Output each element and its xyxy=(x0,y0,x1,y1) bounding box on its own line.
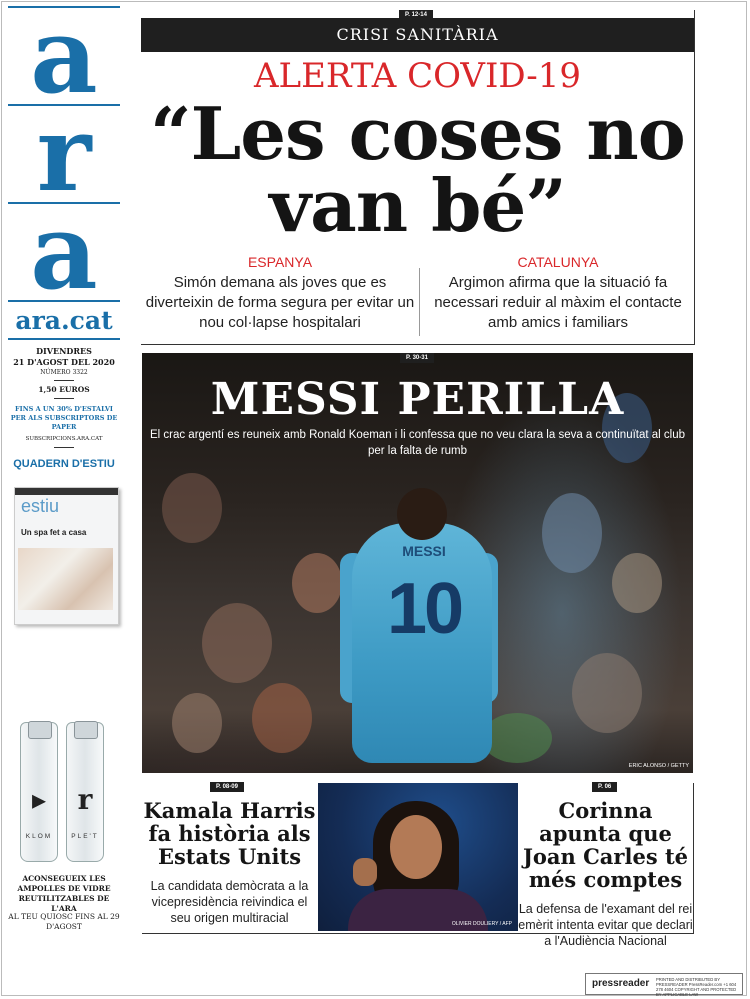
logo-letter-a[interactable]: a xyxy=(30,8,98,104)
site-url[interactable]: ara.cat xyxy=(15,306,113,335)
lead-column-catalonia[interactable] xyxy=(423,253,693,333)
bottle-mark-2: r xyxy=(77,783,93,816)
masthead-rail xyxy=(8,6,120,471)
story-body: La defensa de l'examant del rei emèrit intenta evitar que declari a l'Audiència Nacional xyxy=(518,902,693,948)
pressreader-fine-print: PRINTED AND DISTRIBUTED BY PRESSREADER PressReader.com +1 604 278 4604 COPYRIGHT AND PROTECTED BY APPLICABLE LAW xyxy=(656,977,737,997)
supplement-cover[interactable] xyxy=(14,487,119,625)
story-headline: Corinna apunta que Joan Carles té més comptes xyxy=(522,798,689,892)
bottle-promo-text: ACONSEGUEIX LES AMPOLLES DE VIDRE REUTILITZABLES DE L'ARA xyxy=(17,874,111,913)
lead-headline[interactable]: “Les coses no van bé” xyxy=(150,91,685,248)
pressreader-badge[interactable] xyxy=(585,973,743,995)
bottle-promo-image[interactable] xyxy=(20,722,106,862)
shirt-name: MESSI xyxy=(402,543,446,559)
harris-photo[interactable] xyxy=(318,783,518,931)
lead-kicker: CRISI SANITÀRIA xyxy=(141,18,694,52)
supplement-tag: Un spa fet a casa xyxy=(21,528,87,537)
story-harris[interactable] xyxy=(142,783,317,926)
supplement-label[interactable]: QUADERN D'ESTIU xyxy=(13,458,115,470)
column-label: ESPANYA xyxy=(247,254,313,270)
supplement-photo xyxy=(18,548,113,610)
logo-letter-r[interactable]: r xyxy=(36,106,92,202)
bottom-stories xyxy=(142,783,694,948)
story-page-ref: P. 06 xyxy=(592,782,617,792)
lead-column-spain[interactable] xyxy=(145,253,415,333)
messi-story[interactable] xyxy=(142,353,693,773)
shirt-number: 10 xyxy=(386,569,462,649)
story-headline: Kamala Harris fa història als Estats Units xyxy=(143,798,316,869)
column-divider xyxy=(419,268,420,336)
pressreader-logo: pressreader xyxy=(592,978,650,989)
story-page-ref: P. 08-09 xyxy=(210,782,244,792)
column-label: CATALUNYA xyxy=(517,254,599,270)
bottle-label-2: PLE'T xyxy=(71,833,99,840)
logo-letter-a2[interactable]: a xyxy=(30,204,98,300)
photo-credit: OLIVIER DOULIERY / AFP xyxy=(451,921,512,927)
bottle-label-1: KLOM xyxy=(25,833,53,840)
story-corinna[interactable] xyxy=(518,783,693,949)
lead-page-ref: P. 12-14 xyxy=(399,10,433,20)
issue-number: NÚMERO 3322 xyxy=(40,369,88,376)
column-text: Argimon afirma que la situació fa necessari reduir al màxim el contacte amb amics i familiars xyxy=(434,274,682,331)
subscription-promo: FINS A UN 30% D'ESTALVI PER ALS SUBSCRIPTORS DE PAPER xyxy=(10,405,118,431)
lead-story[interactable] xyxy=(141,10,695,345)
issue-date: DIVENDRES 21 D'AGOST DEL 2020 xyxy=(13,346,115,367)
messi-headline[interactable]: MESSI PERILLA xyxy=(210,374,625,425)
player-head xyxy=(397,488,447,540)
supplement-title: estiu xyxy=(21,496,60,516)
bottle-mark-1: ▸ xyxy=(31,783,47,816)
price: 1,50 EUROS xyxy=(38,385,90,394)
subscription-link[interactable]: SUBSCRIPCIONS.ARA.CAT xyxy=(25,436,103,442)
story-body: La candidata demòcrata a la vicepresidència reivindica el seu origen multiracial xyxy=(150,879,309,925)
lead-alert: ALERTA COVID-19 xyxy=(253,56,582,96)
bottle-promo-date: AL TEU QUIOSC FINS AL 29 D'AGOST xyxy=(8,912,120,931)
photo-credit: ERIC ALONSO / GETTY xyxy=(628,763,689,769)
messi-dek: El crac argentí es reuneix amb Ronald Koeman i li confessa que no veu clara la seva a continuïtat al club per la falta de rumb xyxy=(149,429,686,457)
column-text: Simón demana als joves que es diverteixin de forma segura per evitar un nou col·lapse hospitalari xyxy=(145,274,415,331)
messi-page-ref: P. 30-31 xyxy=(400,353,434,363)
